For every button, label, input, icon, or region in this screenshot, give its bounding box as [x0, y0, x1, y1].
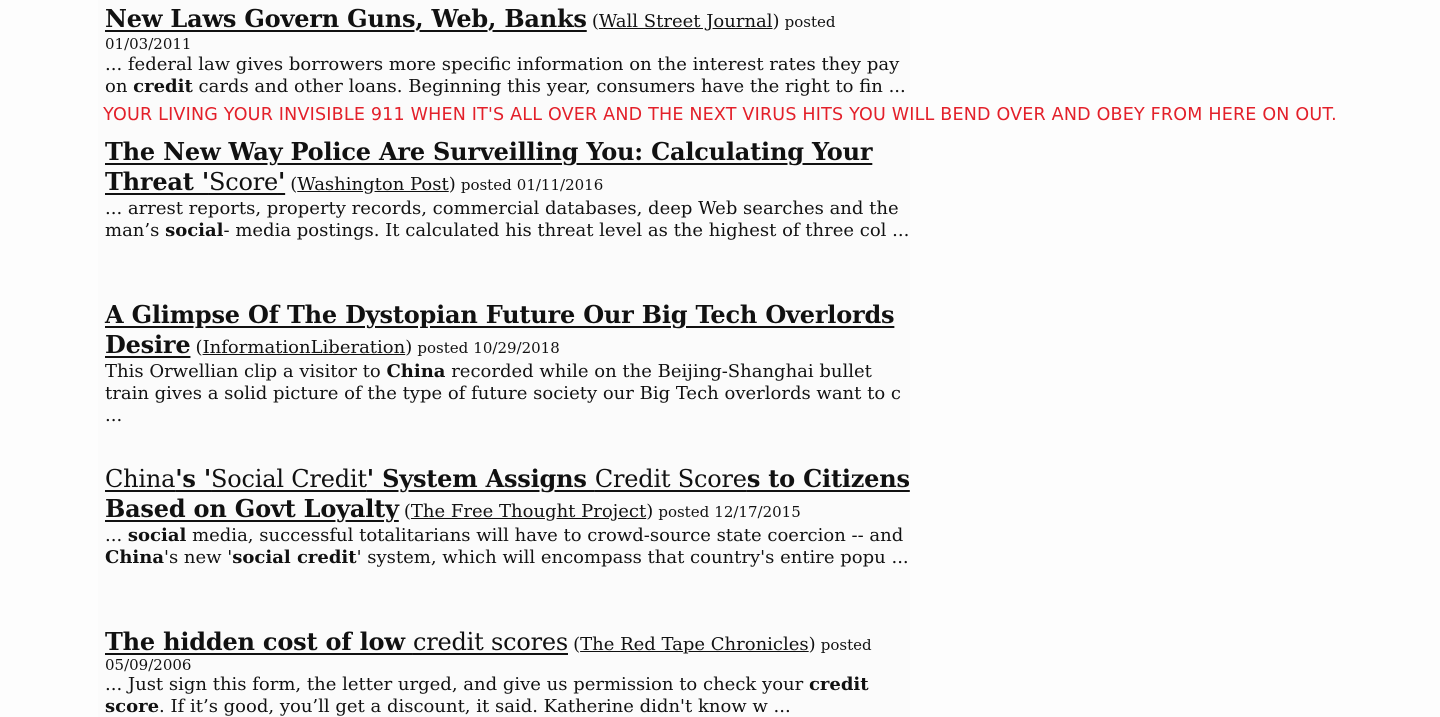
search-result: [105, 137, 915, 242]
result-source-link[interactable]: The Free Thought Project: [410, 501, 647, 522]
result-meta: (Wall Street Journal) posted 01/03/2011: [105, 11, 836, 53]
posted-label: posted: [658, 503, 710, 521]
result-headline-link-continued[interactable]: Threat 'Score': [105, 167, 286, 196]
result-headline-link[interactable]: New Laws Govern Guns, Web, Banks: [105, 4, 587, 33]
result-source-link[interactable]: The Red Tape Chronicles: [580, 634, 809, 655]
posted-label: posted: [417, 339, 469, 357]
result-headline-link[interactable]: The New Way Police Are Surveilling You: Calculating Your: [105, 137, 873, 166]
result-meta: (InformationLiberation) posted 10/29/2018: [195, 337, 560, 358]
posted-date: 01/03/2011: [105, 35, 192, 53]
result-source-link[interactable]: InformationLiberation: [202, 337, 406, 358]
posted-date: 01/11/2016: [516, 176, 604, 194]
posted-date: 10/29/2018: [473, 339, 560, 357]
result-headline-link-continued[interactable]: Desire: [105, 330, 191, 359]
posted-label: posted: [460, 176, 512, 194]
result-headline-link[interactable]: A Glimpse Of The Dystopian Future Our Big Tech Overlords: [105, 300, 895, 329]
search-result: [105, 4, 915, 98]
result-snippet: ... federal law gives borrowers more specific information on the interest rates they pay on credit cards and other loans. Beginning this year, consumers have the right to fin ...: [105, 54, 906, 97]
result-meta: (The Red Tape Chronicles) posted: [573, 634, 872, 655]
result-source-link[interactable]: Washington Post: [297, 174, 449, 195]
result-snippet: ... Just sign this form, the letter urged, and give us permission to check your credit score. If it’s good, you’ll get a discount, it said. Katherine didn't know w ...: [105, 674, 869, 717]
result-snippet: This Orwellian clip a visitor to China recorded while on the Beijing-Shanghai bullet train gives a solid picture of the type of future society our Big Tech overlords want to c ...: [105, 361, 901, 426]
result-headline-link[interactable]: China's 'Social Credit' System Assigns Credit Scores to Citizens: [105, 464, 910, 493]
search-result: [105, 464, 915, 569]
posted-label: posted: [820, 636, 872, 654]
result-headline-link[interactable]: The hidden cost of low credit scores: [105, 627, 568, 656]
red-banner-text: YOUR LIVING YOUR INVISIBLE 911 WHEN IT'S ALL OVER AND THE NEXT VIRUS HITS YOU WILL BEND OVER AND OBEY FROM HERE ON OUT.: [103, 105, 1337, 125]
result-source-link[interactable]: Wall Street Journal: [598, 11, 773, 32]
posted-date: 12/17/2015: [714, 503, 801, 521]
result-meta: (Washington Post) posted 01/11/2016: [290, 174, 604, 195]
posted-label: posted: [784, 13, 836, 31]
search-result: [105, 627, 915, 717]
result-headline-link-continued[interactable]: Based on Govt Loyalty: [105, 494, 399, 523]
search-result: [105, 300, 915, 427]
result-meta-date-line: [105, 657, 915, 673]
result-snippet: ... arrest reports, property records, commercial databases, deep Web searches and the man’s social- media postings. It calculated his threat level as the highest of three col ...: [105, 198, 910, 241]
result-meta: (The Free Thought Project) posted 12/17/2015: [403, 501, 801, 522]
posted-date: 05/09/2006: [105, 656, 192, 674]
result-snippet: ... social media, successful totalitarians will have to crowd-source state coercion -- and China's new 'social credit' system, which will encompass that country's entire popu ...: [105, 525, 909, 568]
